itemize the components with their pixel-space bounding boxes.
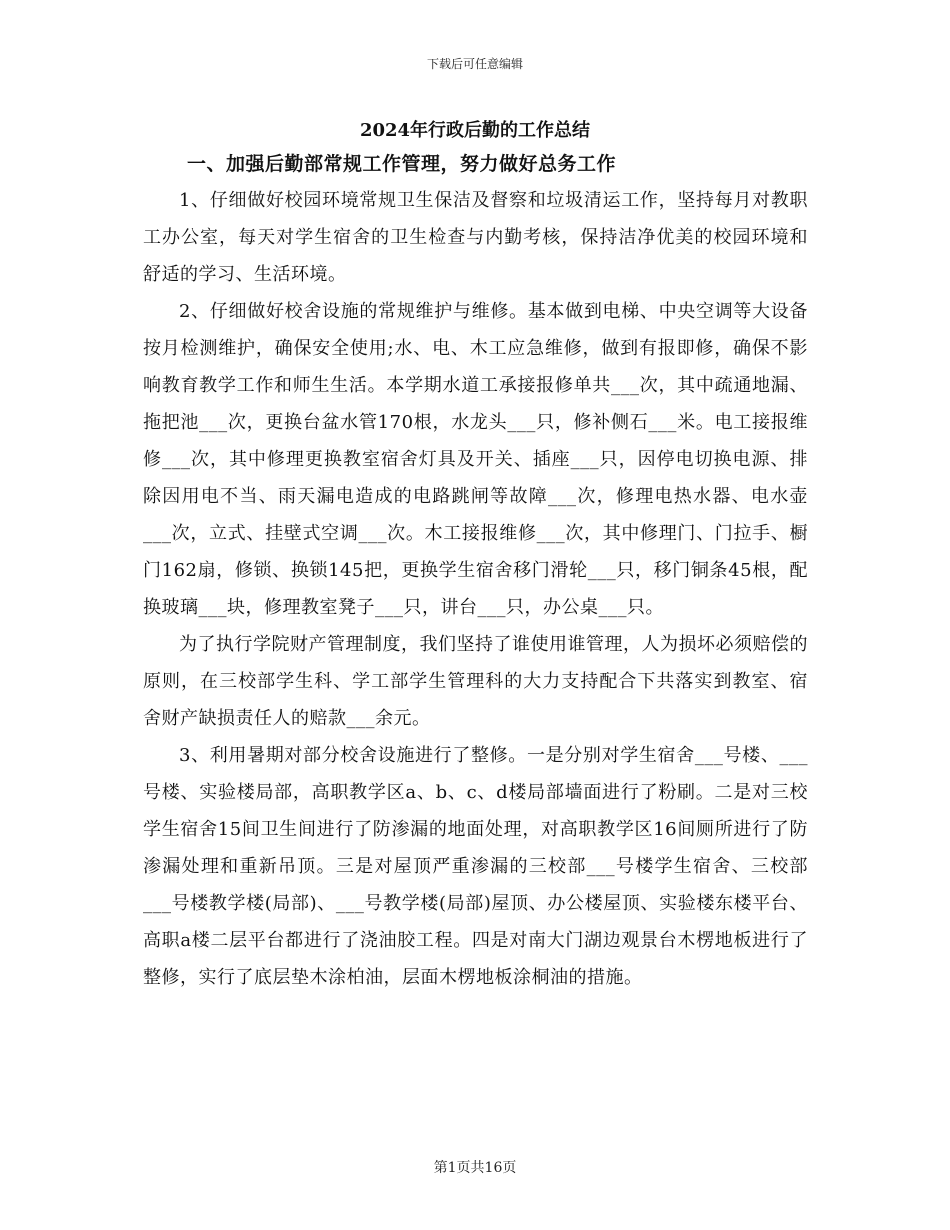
header-note: 下载后可任意编辑 (426, 57, 523, 71)
document-title: 2024年行政后勤的工作总结 (359, 120, 591, 141)
paragraph-4: 3、利用暑期对部分校舍设施进行了整修。一是分别对学生宿舍___号楼、___号楼、实验楼局部，高职教学区a、b、c、d楼局部墙面进行了粉刷。二是对三校学生宿舍15间卫生间进行了防渗漏的地面处理，对高职教学区16间厕所进行了防渗漏处理和重新吊顶。三是对屋顶严重渗漏的三校部___号楼学生宿舍、三校部___号楼教学楼(局部)、___号教学楼(局部)屋顶、办公楼屋顶、实验楼东楼平台、高职a楼二层平台都进行了浇油胶工程。四是对南大门湖边观景台木楞地板进行了整修，实行了底层垫木涂柏油，层面木楞地板涂桐油的措施。 (143, 745, 808, 988)
section-heading: 一、加强后勤部常规工作管理，努力做好总务工作 (187, 153, 617, 175)
paragraph-3: 为了执行学院财产管理制度，我们坚持了谁使用谁管理，人为损坏必须赔偿的原则，在三校部学生科、学工部学生管理科的大力支持配合下共落实到教室、宿舍财产缺损责任人的赔款___余元。 (143, 634, 808, 729)
document-body (143, 182, 808, 996)
page-number: 第1页共16页 (433, 1160, 517, 1176)
paragraph-1: 1、仔细做好校园环境常规卫生保洁及督察和垃圾清运工作，坚持每月对教职工办公室，每天对学生宿舍的卫生检查与内勤考核，保持洁净优美的校园环境和舒适的学习、生活环境。 (143, 190, 808, 285)
paragraph-2: 2、仔细做好校舍设施的常规维护与维修。基本做到电梯、中央空调等大设备按月检测维护，确保安全使用;水、电、木工应急维修，做到有报即修，确保不影响教育教学工作和师生生活。本学期水道工承接报修单共___次，其中疏通地漏、拖把池___次，更换台盆水管170根，水龙头___只，修补侧石___米。电工接报维修___次，其中修理更换教室宿舍灯具及开关、插座___只，因停电切换电源、排除因用电不当、雨天漏电造成的电路跳闸等故障___次，修理电热水器、电水壶___次，立式、挂壁式空调___次。木工接报维修___次，其中修理门、门拉手、橱门162扇，修锁、换锁145把，更换学生宿舍移门滑轮___只，移门铜条45根，配换玻璃___块，修理教室凳子___只，讲台___只，办公桌___只。 (143, 301, 808, 618)
